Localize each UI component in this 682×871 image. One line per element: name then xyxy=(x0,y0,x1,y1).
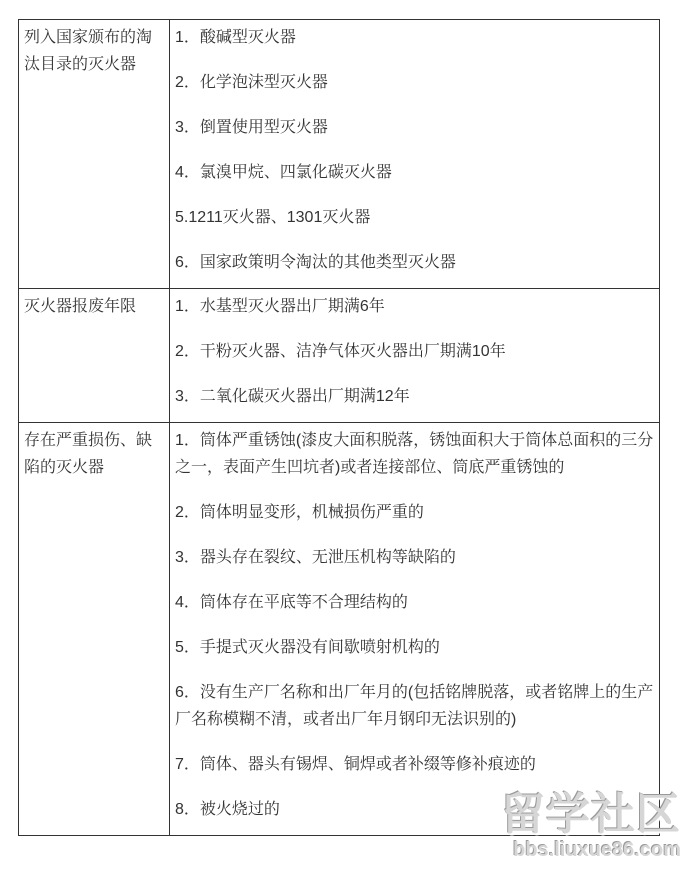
list-item: 7．筒体、器头有锡焊、铜焊或者补缀等修补痕迹的 xyxy=(175,756,536,773)
row-content xyxy=(170,423,660,836)
list-item: 6．没有生产厂名称和出厂年月的(包括铭牌脱落，或者铭牌上的生产厂名称模糊不清，或者出厂年月钢印无法识别的) xyxy=(175,684,654,728)
table-row-scrap-years xyxy=(19,289,660,423)
extinguisher-scrap-table xyxy=(18,19,660,836)
list-item: 2．筒体明显变形，机械损伤严重的 xyxy=(175,504,424,521)
table-row-damage-defects xyxy=(19,423,660,836)
list-item: 5.1211灭火器、1301灭火器 xyxy=(175,209,371,226)
list-item: 4．氯溴甲烷、四氯化碳灭火器 xyxy=(175,164,392,181)
list-item: 1．筒体严重锈蚀(漆皮大面积脱落，锈蚀面积大于筒体总面积的三分之一，表面产生凹坑者)或者连接部位、筒底严重锈蚀的 xyxy=(175,432,654,476)
list-item: 1．水基型灭火器出厂期满6年 xyxy=(175,298,385,315)
row-content xyxy=(170,289,660,423)
row-label: 存在严重损伤、缺陷的灭火器 xyxy=(19,423,170,836)
watermark-url-text: bbs.liuxue86.com xyxy=(513,839,681,862)
list-item: 1．酸碱型灭火器 xyxy=(175,29,296,46)
list-item: 5．手提式灭火器没有间歇喷射机构的 xyxy=(175,639,440,656)
list-item: 4．筒体存在平底等不合理结构的 xyxy=(175,594,408,611)
list-item: 8．被火烧过的 xyxy=(175,801,280,818)
table-row-obsolete-catalog xyxy=(19,20,660,289)
row-label: 列入国家颁布的淘汰目录的灭火器 xyxy=(19,20,170,289)
watermark-logo-text: 留学社区 xyxy=(501,790,681,839)
list-item: 3．二氧化碳灭火器出厂期满12年 xyxy=(175,388,410,405)
row-label: 灭火器报废年限 xyxy=(19,289,170,423)
list-item: 3．器头存在裂纹、无泄压机构等缺陷的 xyxy=(175,549,456,566)
list-item: 3．倒置使用型灭火器 xyxy=(175,119,328,136)
row-content xyxy=(170,20,660,289)
list-item: 2．化学泡沫型灭火器 xyxy=(175,74,328,91)
list-item: 6．国家政策明令淘汰的其他类型灭火器 xyxy=(175,254,456,271)
list-item: 2．干粉灭火器、洁净气体灭火器出厂期满10年 xyxy=(175,343,506,360)
